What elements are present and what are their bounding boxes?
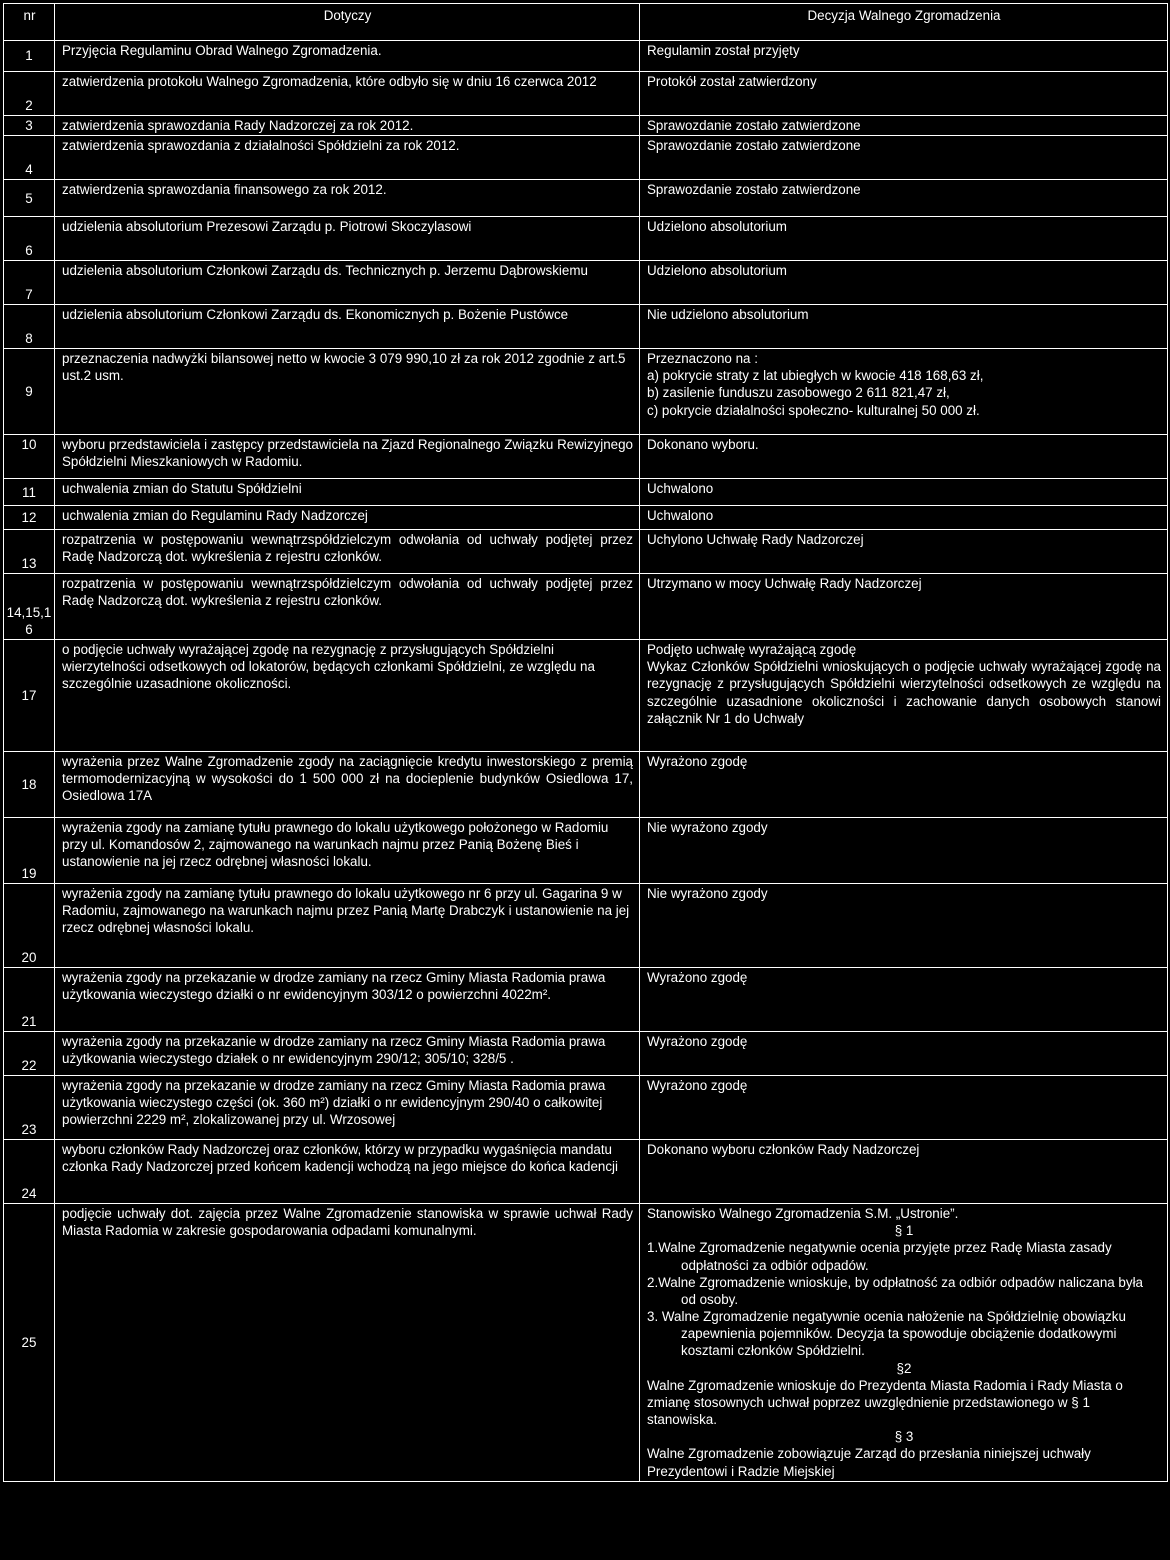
row-number: 8 [4, 305, 55, 349]
row-subject: wyrażenia zgody na zamianę tytułu prawnego do lokalu użytkowego położonego w Radomiu przy ul. Komandosów 2, zajmowanego na warunkach najmu przez Panią Bożenę Bieś i ustanowienie na jej rzecz odrębnej własności lokalu. [55, 818, 640, 884]
table-row [4, 41, 1168, 72]
row-subject: zatwierdzenia sprawozdania finansowego za rok 2012. [55, 180, 640, 217]
row-decision: Udzielono absolutorium [640, 261, 1168, 305]
row-number: 22 [4, 1032, 55, 1076]
row-decision [640, 640, 1168, 752]
row-subject: udzielenia absolutorium Prezesowi Zarządu p. Piotrowi Skoczylasowi [55, 217, 640, 261]
row-subject: uchwalenia zmian do Regulaminu Rady Nadzorczej [55, 506, 640, 530]
decision-line: Przeznaczono na : [647, 351, 758, 367]
decision-line: a) pokrycie straty z lat ubiegłych w kwocie 418 168,63 zł, [647, 368, 984, 384]
row-number: 3 [4, 116, 55, 136]
decision-line: Walne Zgromadzenie wnioskuje do Prezydenta Miasta Radomia i Rady Miasta o zmianę stosownych uchwał poprzez uwzględnienie przedstawionego w § 1 stanowiska. [647, 1377, 1123, 1428]
row-decision: Wyrażono zgodę [640, 1032, 1168, 1076]
row-number: 14,15,16 [4, 574, 55, 640]
row-number: 21 [4, 968, 55, 1032]
resolutions-table [3, 3, 1168, 1482]
row-number: 25 [4, 1204, 55, 1482]
table-row [4, 752, 1168, 818]
decision-line: b) zasilenie funduszu zasobowego 2 611 821,47 zł, [647, 385, 950, 401]
header-decyzja: Decyzja Walnego Zgromadzenia [640, 4, 1168, 41]
table-row [4, 884, 1168, 968]
table-row [4, 180, 1168, 217]
row-number: 23 [4, 1076, 55, 1140]
row-number: 10 [4, 435, 55, 479]
row-subject: Przyjęcia Regulaminu Obrad Walnego Zgromadzenia. [55, 41, 640, 72]
row-subject: wyboru członków Rady Nadzorczej oraz członków, którzy w przypadku wygaśnięcia mandatu członka Rady Nadzorczej przed końcem kadencji wchodzą na jego miejsce do końca kadencji [55, 1140, 640, 1204]
row-decision: Sprawozdanie zostało zatwierdzone [640, 116, 1168, 136]
decision-line: 2.Walne Zgromadzenie wnioskuje, by odpłatność za odbiór odpadów naliczana była od osoby. [647, 1274, 1143, 1307]
row-number: 4 [4, 136, 55, 180]
row-number: 13 [4, 530, 55, 574]
decision-line: § 3 [894, 1429, 914, 1445]
row-decision: Uchylono Uchwałę Rady Nadzorczej [640, 530, 1168, 574]
row-subject: zatwierdzenia sprawozdania Rady Nadzorczej za rok 2012. [55, 116, 640, 136]
table-row [4, 574, 1168, 640]
row-number: 17 [4, 640, 55, 752]
table-row [4, 305, 1168, 349]
decision-line: Podjęto uchwałę wyrażającą zgodę [647, 642, 857, 658]
row-number: 7 [4, 261, 55, 305]
row-number: 1 [4, 41, 55, 72]
row-decision: Nie wyrażono zgody [640, 884, 1168, 968]
row-number: 20 [4, 884, 55, 968]
table-row [4, 72, 1168, 116]
row-subject: udzielenia absolutorium Członkowi Zarządu ds. Ekonomicznych p. Bożenie Pustówce [55, 305, 640, 349]
decision-line: Stanowisko Walnego Zgromadzenia S.M. „Ustronie”. [647, 1206, 959, 1222]
row-number: 24 [4, 1140, 55, 1204]
row-decision: Wyrażono zgodę [640, 1076, 1168, 1140]
table-row [4, 116, 1168, 136]
row-number: 2 [4, 72, 55, 116]
row-number: 12 [4, 506, 55, 530]
row-decision: Utrzymano w mocy Uchwałę Rady Nadzorczej [640, 574, 1168, 640]
row-decision: Uchwalono [640, 506, 1168, 530]
row-decision: Wyrażono zgodę [640, 968, 1168, 1032]
table-row [4, 435, 1168, 479]
row-number: 5 [4, 180, 55, 217]
table-row [4, 818, 1168, 884]
table-row [4, 136, 1168, 180]
row-decision: Sprawozdanie zostało zatwierdzone [640, 136, 1168, 180]
row-number: 9 [4, 349, 55, 435]
table-row [4, 479, 1168, 506]
row-decision: Regulamin został przyjęty [640, 41, 1168, 72]
row-decision: Udzielono absolutorium [640, 217, 1168, 261]
header-row [4, 4, 1168, 41]
row-subject: rozpatrzenia w postępowaniu wewnątrzspółdzielczym odwołania od uchwały podjętej przez Radę Nadzorczą dot. wykreślenia z rejestru członków. [55, 574, 640, 640]
row-decision: Protokół został zatwierdzony [640, 72, 1168, 116]
table-row [4, 968, 1168, 1032]
row-decision: Dokonano wyboru. [640, 435, 1168, 479]
row-subject: podjęcie uchwały dot. zajęcia przez Walne Zgromadzenie stanowiska w sprawie uchwał Rady Miasta Radomia w zakresie gospodarowania odpadami komunalnymi. [55, 1204, 640, 1482]
row-number: 11 [4, 479, 55, 506]
table-row [4, 217, 1168, 261]
decision-line: 3. Walne Zgromadzenie negatywnie ocenia nałożenie na Spółdzielnię obowiązku zapewnienia pojemników. Decyzja ta spowoduje obciążenie dodatkowymi kosztami członków Spółdzielni. [647, 1309, 1126, 1359]
decision-line: § 1 [894, 1223, 914, 1239]
table-row [4, 530, 1168, 574]
row-number: 19 [4, 818, 55, 884]
row-decision: Nie wyrażono zgody [640, 818, 1168, 884]
row-number: 18 [4, 752, 55, 818]
table-row [4, 1076, 1168, 1140]
row-decision: Uchwalono [640, 479, 1168, 506]
header-dotyczy: Dotyczy [55, 4, 640, 41]
row-subject: wyrażenia przez Walne Zgromadzenie zgody na zaciągnięcie kredytu inwestorskiego z premią termomodernizacyjną w wysokości do 1 500 000 zł na docieplenie budynków Osiedlowa 17, Osiedlowa 17A [55, 752, 640, 818]
row-decision: Wyrażono zgodę [640, 752, 1168, 818]
row-decision: Sprawozdanie zostało zatwierdzone [640, 180, 1168, 217]
table-row [4, 1204, 1168, 1482]
row-subject: uchwalenia zmian do Statutu Spółdzielni [55, 479, 640, 506]
table-row [4, 640, 1168, 752]
decision-line: Wykaz Członków Spółdzielni wnioskujących o podjęcie uchwały wyrażającej zgodę na rezygnację z przysługujących Spółdzielni wierzytelności odsetkowych ze względu na szczególnie uzasadnione okoliczności i zachowanie danych osobowych stanowi załącznik Nr 1 do Uchwały [647, 659, 1161, 726]
row-subject: wyrażenia zgody na przekazanie w drodze zamiany na rzecz Gminy Miasta Radomia prawa użytkowania wieczystego części (ok. 360 m²) działki o nr ewidencyjnym 290/40 o całkowitej powierzchni 2229 m², zlokalizowanej przy ul. Wrzosowej [55, 1076, 640, 1140]
header-nr: nr [4, 4, 55, 41]
row-subject: rozpatrzenia w postępowaniu wewnątrzspółdzielczym odwołania od uchwały podjętej przez Radę Nadzorczą dot. wykreślenia z rejestru członków. [55, 530, 640, 574]
row-decision: Nie udzielono absolutorium [640, 305, 1168, 349]
table-row [4, 1140, 1168, 1204]
table-row [4, 349, 1168, 435]
row-subject: przeznaczenia nadwyżki bilansowej netto w kwocie 3 079 990,10 zł za rok 2012 zgodnie z art.5 ust.2 usm. [55, 349, 640, 435]
decision-line: Walne Zgromadzenie zobowiązuje Zarząd do przesłania niniejszej uchwały Prezydentowi i Radzie Miejskiej [647, 1446, 1091, 1479]
row-subject: wyrażenia zgody na zamianę tytułu prawnego do lokalu użytkowego nr 6 przy ul. Gagarina 9 w Radomiu, zajmowanego na warunkach najmu przez Panią Martę Drabczyk i ustanowienie na jej rzecz odrębnej własności lokalu. [55, 884, 640, 968]
row-decision [640, 1204, 1168, 1482]
row-subject: o podjęcie uchwały wyrażającej zgodę na rezygnację z przysługujących Spółdzielni wierzytelności odsetkowych od lokatorów, będących członkami Spółdzielni, ze względu na szczególnie uzasadnione okoliczności. [55, 640, 640, 752]
decision-line: §2 [896, 1360, 912, 1376]
row-decision: Dokonano wyboru członków Rady Nadzorczej [640, 1140, 1168, 1204]
table-row [4, 261, 1168, 305]
row-decision [640, 349, 1168, 435]
row-subject: zatwierdzenia protokołu Walnego Zgromadzenia, które odbyło się w dniu 16 czerwca 2012 [55, 72, 640, 116]
row-subject: udzielenia absolutorium Członkowi Zarządu ds. Technicznych p. Jerzemu Dąbrowskiemu [55, 261, 640, 305]
table-row [4, 506, 1168, 530]
table-row [4, 1032, 1168, 1076]
row-subject: wyrażenia zgody na przekazanie w drodze zamiany na rzecz Gminy Miasta Radomia prawa użytkowania wieczystego działek o nr ewidencyjnym 290/12; 305/10; 328/5 . [55, 1032, 640, 1076]
row-subject: zatwierdzenia sprawozdania z działalności Spółdzielni za rok 2012. [55, 136, 640, 180]
row-subject: wyboru przedstawiciela i zastępcy przedstawiciela na Zjazd Regionalnego Związku Rewizyjnego Spółdzielni Mieszkaniowych w Radomiu. [55, 435, 640, 479]
decision-line: c) pokrycie działalności społeczno- kulturalnej 50 000 zł. [647, 402, 980, 418]
row-number: 6 [4, 217, 55, 261]
row-subject: wyrażenia zgody na przekazanie w drodze zamiany na rzecz Gminy Miasta Radomia prawa użytkowania wieczystego działki o nr ewidencyjnym 303/12 o powierzchni 4022m². [55, 968, 640, 1032]
decision-line: 1.Walne Zgromadzenie negatywnie ocenia przyjęte przez Radę Miasta zasady odpłatności za odbiór odpadów. [647, 1240, 1112, 1273]
